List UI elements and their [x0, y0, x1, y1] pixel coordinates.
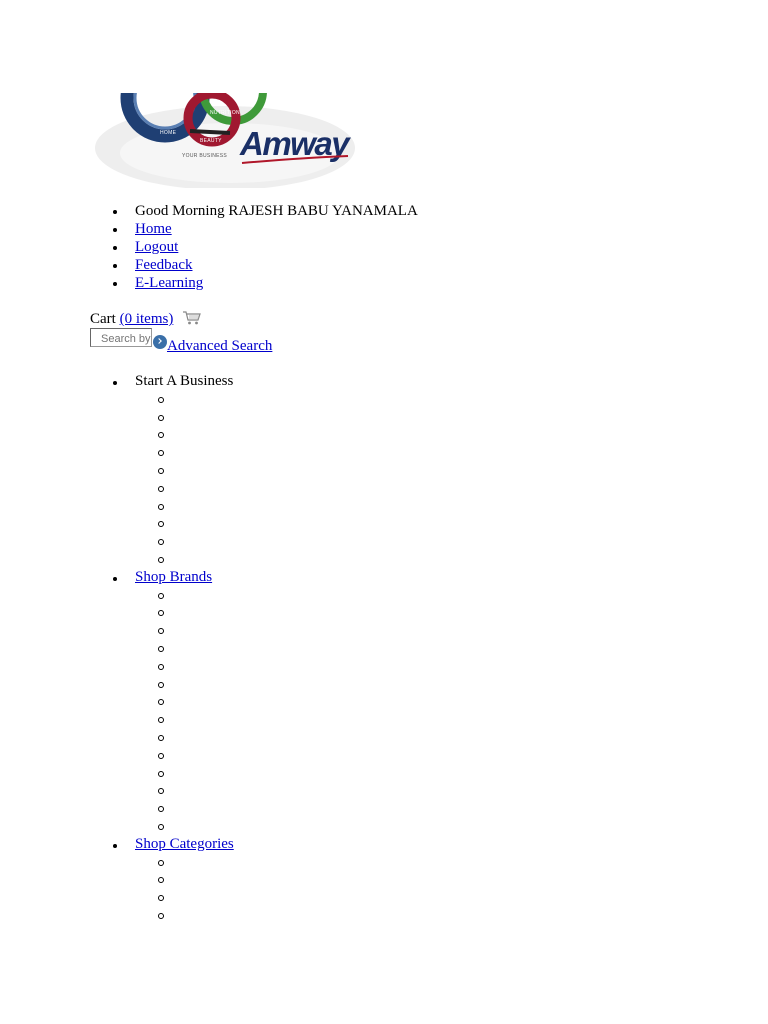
logo-tagline: YOUR BUSINESS — [182, 153, 228, 159]
submenu-item[interactable] — [135, 604, 234, 622]
menu-start-business — [135, 373, 234, 569]
greeting-item — [135, 202, 418, 220]
submenu-item[interactable] — [135, 800, 234, 818]
submenu-item[interactable] — [135, 622, 234, 640]
shop-categories-link[interactable]: Shop Categories — [135, 835, 234, 852]
top-nav-list — [0, 202, 418, 292]
shop-brands-submenu — [135, 587, 234, 836]
search-go-icon[interactable] — [153, 335, 167, 349]
amway-logo[interactable] — [90, 93, 360, 188]
shop-categories-submenu — [135, 854, 234, 925]
nav-item-logout — [135, 238, 418, 256]
submenu-item[interactable] — [135, 515, 234, 533]
submenu-item[interactable] — [135, 640, 234, 658]
menu-shop-brands — [135, 569, 234, 836]
start-business-submenu — [135, 391, 234, 569]
logo-ring-label: NUTRITION — [210, 110, 240, 116]
nav-item-elearning — [135, 274, 418, 292]
cart-summary — [90, 309, 202, 329]
home-link[interactable]: Home — [135, 221, 172, 237]
submenu-item[interactable] — [135, 765, 234, 783]
logo-ring-label: BEAUTY — [200, 138, 222, 144]
cart-items-link[interactable]: (0 items) — [119, 311, 174, 327]
submenu-item[interactable] — [135, 462, 234, 480]
nav-item-feedback — [135, 256, 418, 274]
logo-ring-label: HOME — [160, 130, 177, 136]
submenu-item[interactable] — [135, 747, 234, 765]
submenu-item[interactable] — [135, 889, 234, 907]
logout-link[interactable]: Logout — [135, 239, 179, 255]
submenu-item[interactable] — [135, 693, 234, 711]
submenu-item[interactable] — [135, 711, 234, 729]
submenu-item[interactable] — [135, 818, 234, 836]
submenu-item[interactable] — [135, 391, 234, 409]
search-input[interactable] — [90, 328, 152, 347]
cart-label: Cart — [90, 311, 116, 327]
submenu-item[interactable] — [135, 444, 234, 462]
cart-icon[interactable] — [182, 310, 202, 326]
submenu-item[interactable] — [135, 907, 234, 925]
submenu-item[interactable] — [135, 729, 234, 747]
elearning-link[interactable]: E-Learning — [135, 275, 204, 291]
logo-swoosh — [240, 155, 350, 165]
menu-shop-categories — [135, 836, 234, 925]
submenu-item[interactable] — [135, 587, 234, 605]
submenu-item[interactable] — [135, 658, 234, 676]
submenu-item[interactable] — [135, 533, 234, 551]
feedback-link[interactable]: Feedback — [135, 257, 193, 273]
start-business-label[interactable]: Start A Business — [135, 373, 234, 389]
submenu-item[interactable] — [135, 551, 234, 569]
submenu-item[interactable] — [135, 854, 234, 872]
advanced-search-link[interactable]: Advanced Search — [167, 338, 273, 354]
submenu-item[interactable] — [135, 498, 234, 516]
submenu-item[interactable] — [135, 409, 234, 427]
submenu-item[interactable] — [135, 871, 234, 889]
submenu-item[interactable] — [135, 782, 234, 800]
logo-wordmark: Amway — [240, 125, 349, 162]
submenu-item[interactable] — [135, 676, 234, 694]
submenu-item[interactable] — [135, 480, 234, 498]
greeting-text: Good Morning RAJESH BABU YANAMALA — [135, 203, 418, 219]
submenu-item[interactable] — [135, 426, 234, 444]
nav-item-home — [135, 220, 418, 238]
main-menu — [0, 373, 234, 925]
shop-brands-link[interactable]: Shop Brands — [135, 568, 213, 585]
